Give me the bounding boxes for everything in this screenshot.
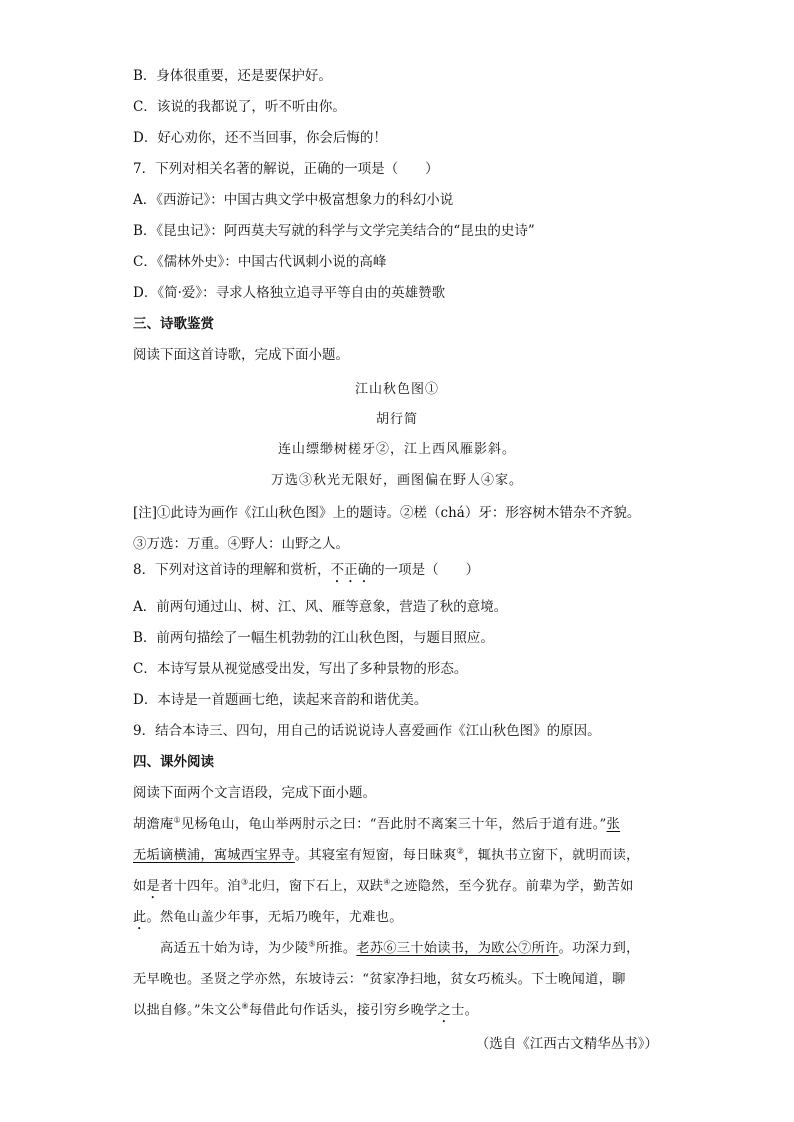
- q7-option-d: D．《简·爱》：寻求人格独立追寻平等自由的英雄赞歌: [133, 285, 446, 301]
- footnote-ref: ①: [173, 815, 181, 825]
- poem-note-2: ③万选：万重。④野人：山野之人。: [133, 536, 349, 552]
- text-segment: 所推。: [315, 941, 357, 956]
- q7-option-c: C．《儒林外史》：中国古代讽刺小说的高峰: [133, 254, 387, 270]
- underlined-text: 无垢谪横浦，寓城西宝界寺: [133, 848, 295, 863]
- text-segment: 。其寝室有短窗，每日昧爽: [294, 848, 457, 863]
- poem-line-2: 万选③秋光无限好，画图偏在野人④家。: [270, 473, 523, 488]
- q8-stem-post: 的一项是（ ）: [371, 562, 480, 578]
- q8-stem-pre: 8．下列对这首诗的理解和赏析，: [133, 562, 331, 578]
- section3-intro: 阅读下面这首诗歌，完成下面小题。: [133, 347, 349, 363]
- passage2-line-2: 无早晚也。圣贤之学亦然，东坡诗云：“贫家净扫地，贫女巧梳头。下士晚闻道，聊: [133, 972, 626, 987]
- text-segment: 士。: [451, 1003, 479, 1018]
- q9-stem: 9．结合本诗三、四句，用自己的话说说诗人喜爱画作《江山秋色图》的原因。: [133, 723, 601, 739]
- section4-heading: 四、课外阅读: [133, 754, 214, 770]
- q7-option-a: A．《西游记》：中国古典文学中极富想象力的科幻小说: [133, 192, 454, 208]
- text-segment: 者十四年。洎: [160, 879, 241, 894]
- text-segment: ，辄执书立窗下，就明而读，: [464, 848, 640, 863]
- underlined-text: 老苏⑥三十始读书，为欧公⑦所许: [356, 941, 559, 956]
- q6-option-c: C．该说的我都说了，听不听由你。: [133, 99, 346, 115]
- footnote-ref: ④: [383, 877, 391, 887]
- passage2-line-1: [160, 939, 734, 959]
- passage2-line-3: [133, 1001, 734, 1026]
- source-citation: （选自《江西古文精华丛书》）: [475, 1036, 658, 1052]
- text-segment: 以拙自修。”朱文公: [133, 1003, 242, 1018]
- text-segment: 每借此句作话头，接引穷乡晚学: [248, 1003, 438, 1018]
- passage1-line-1: [133, 815, 734, 835]
- poem-line-1: 连山缥缈树槎牙②，江上西风雁影斜。: [277, 442, 516, 457]
- footnote-ref: ②: [456, 846, 465, 856]
- q8-option-a: A．前两句通过山、树、江、风、雁等意象，营造了秋的意境。: [133, 599, 508, 615]
- emphasis-dot-text: 之: [437, 1003, 452, 1018]
- footnote-ref: ⑧: [241, 1001, 249, 1011]
- poem-author: 胡行简: [375, 412, 418, 427]
- footnote-ref: ⑤: [308, 939, 316, 949]
- text-segment: 高适五十始为诗，为少陵: [160, 941, 309, 956]
- underlined-text: 张: [606, 817, 621, 832]
- footnote-ref: ③: [240, 877, 249, 887]
- section4-intro: 阅读下面两个文言语段，完成下面小题。: [133, 785, 376, 801]
- text-segment: 见杨龟山，龟山举两肘示之曰：“吾此肘不离案三十年，然后于道有进。”: [180, 817, 607, 832]
- q7-option-b: B．《昆虫记》：阿西莫夫写就的科学与文学完美结合的“昆虫的史诗”: [133, 223, 535, 239]
- text-segment: 胡澹庵: [133, 817, 174, 832]
- passage1-line-2: [133, 846, 734, 866]
- q8-option-b: B．前两句描绘了一幅生机勃勃的江山秋色图，与题目照应。: [133, 630, 494, 646]
- text-segment: 。然龟山盖少年事，无垢乃晚年，尤难也。: [146, 910, 403, 925]
- emphasis-dot-text: 是: [146, 879, 160, 894]
- section3-heading: 三、诗歌鉴赏: [133, 316, 214, 332]
- q6-option-d: D．好心劝你，还不当回事，你会后悔的！: [133, 130, 387, 146]
- text-segment: 。功深力到，: [558, 941, 640, 956]
- emphasis-dot-text: 此: [133, 910, 147, 925]
- text-segment: 之迹隐然，至今犹存。前辈为学，勤苦如: [390, 879, 634, 894]
- passage1-line-3: [133, 877, 734, 902]
- text-segment: 如: [133, 879, 147, 894]
- passage1-line-4: [133, 908, 734, 933]
- q6-option-b: B．身体很重要，还是要保护好。: [133, 68, 332, 84]
- poem-title: 江山秋色图①: [354, 382, 439, 397]
- q8-option-d: D．本诗是一首题画七绝，读起来音韵和谐优美。: [133, 692, 428, 708]
- q7-stem: 7．下列对相关名著的解说，正确的一项是（ ）: [133, 161, 439, 177]
- text-segment: 北归，窗下石上，双趺: [248, 879, 384, 894]
- q8-stem-emphasis: 不正确: [330, 562, 372, 578]
- q8-stem: [133, 560, 734, 586]
- q8-option-c: C．本诗写景从视觉感受出发，写出了多种景物的形态。: [133, 661, 468, 677]
- poem-note-1: [注]①此诗为画作《江山秋色图》上的题诗。②槎（chá）牙：形容树木错杂不齐貌。: [133, 505, 641, 521]
